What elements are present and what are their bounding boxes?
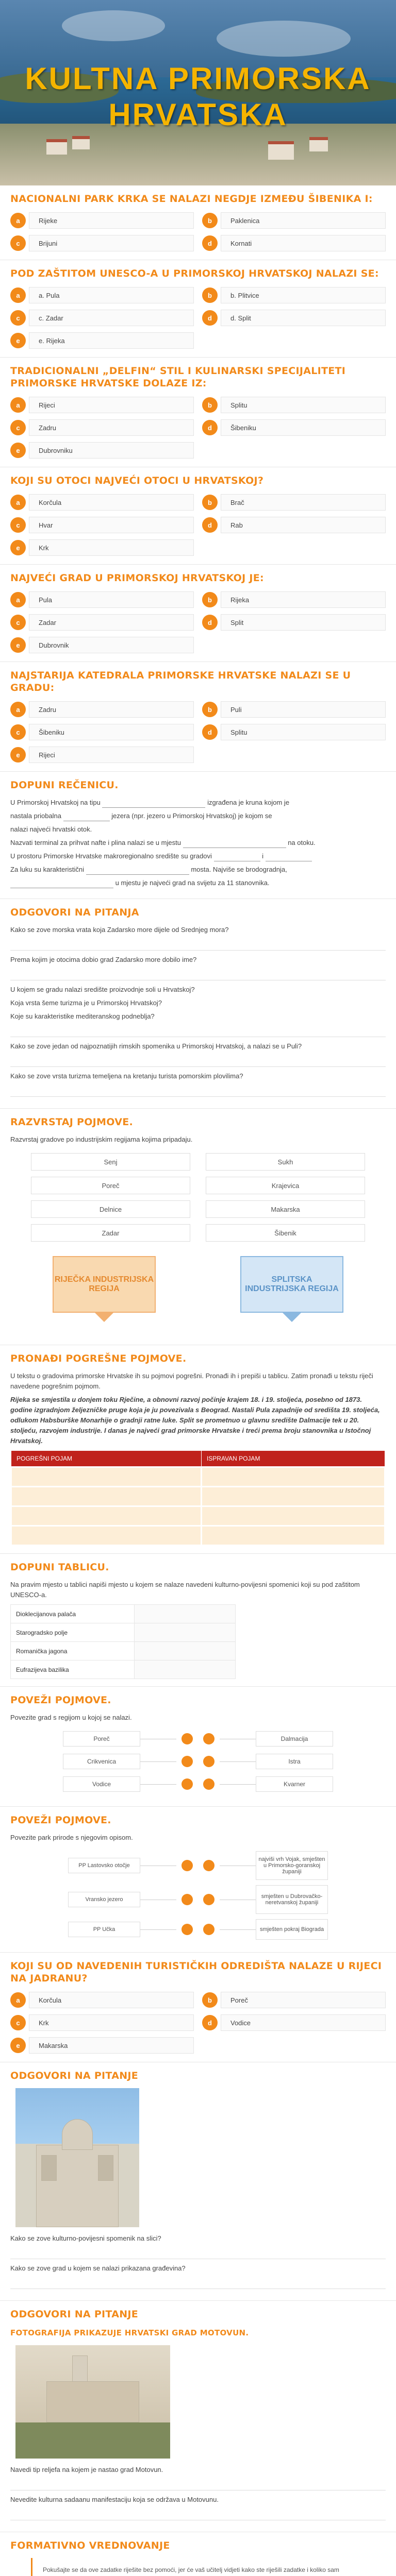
text: jezera (npr. jezero u Primorskoj Hrvatskoj) je kojom se [111, 812, 272, 820]
question-7 [0, 1953, 396, 2062]
text: nastala priobalna [10, 812, 62, 820]
option-a[interactable] [10, 493, 194, 512]
option-letter: a [10, 397, 26, 413]
drop-zone-rijecka[interactable] [53, 1256, 156, 1313]
option-label: Splitu [221, 397, 386, 413]
question-2 [0, 260, 396, 358]
option-c[interactable] [10, 418, 194, 437]
option-letter: c [10, 310, 26, 326]
option-letter: b [202, 702, 218, 717]
option-label: Šibeniku [29, 724, 194, 740]
assessment-note: Pokušajte se da ove zadatke riješite bez pomoći, jer će vaš učitelj vidjeti kako ste riješili zadatke i koliko sam [31, 2558, 365, 2576]
match-right-item: smješten pokraj Biograda [256, 1919, 328, 1940]
connector-dot[interactable] [182, 1860, 193, 1871]
answer-line[interactable] [10, 2508, 386, 2520]
match-row [10, 1851, 386, 1880]
question-title: NAJVEĆI GRAD U PRIMORSKOJ HRVATSKOJ JE: [10, 572, 264, 584]
blank-field[interactable] [10, 881, 113, 888]
option-d[interactable] [202, 516, 386, 534]
option-letter: a [10, 213, 26, 228]
answer-line[interactable] [10, 968, 386, 980]
section-title: DOPUNI TABLICU. [10, 1562, 109, 1573]
formative-assessment [0, 2532, 396, 2576]
text: izgrađena je kruna kojom je [207, 799, 290, 806]
connector-dot[interactable] [203, 1756, 214, 1767]
option-label: Zadru [29, 419, 194, 436]
option-e[interactable] [10, 441, 194, 460]
question-text: Kako se zove vrsta turizma temeljena na kretanju turista pomorskim plovilima? [10, 1072, 243, 1080]
option-letter: a [10, 592, 26, 607]
question-text: Prema kojim je otocima dobio grad Zadarsko more dobilo ime? [10, 956, 197, 963]
option-letter: e [10, 333, 26, 348]
monument-name: Starogradsko polje [11, 1623, 135, 1642]
option-label: Rijeci [29, 747, 194, 763]
match-terms-1 [0, 1687, 396, 1807]
option-e[interactable] [10, 745, 194, 764]
match-row [10, 1731, 386, 1747]
match-row [10, 1776, 386, 1792]
section-title: ODGOVORI NA PITANJA [10, 907, 139, 918]
option-label: d. Split [221, 310, 386, 326]
option-label: a. Pula [29, 287, 194, 303]
find-wrong-terms [0, 1345, 396, 1554]
section-title: ODGOVORI NA PITANJE [10, 2070, 139, 2081]
text: U Primorskoj Hrvatskoj na tipu [10, 799, 101, 806]
option-b[interactable] [202, 700, 386, 719]
option-letter: d [202, 310, 218, 326]
text: nalazi najveći hrvatski otok. [10, 825, 92, 833]
option-e[interactable] [10, 636, 194, 654]
option-letter: e [10, 540, 26, 555]
connector-dot[interactable] [182, 1756, 193, 1767]
drop-zone-splitska[interactable] [240, 1256, 343, 1313]
match-right-item: Istra [256, 1754, 333, 1769]
option-label: Brač [221, 494, 386, 511]
instruction: Povezite park prirode s njegovim opisom. [10, 1834, 133, 1841]
option-a[interactable] [10, 700, 194, 719]
option-b[interactable] [202, 211, 386, 230]
draggable-word[interactable]: Sukh [206, 1153, 365, 1171]
draggable-word[interactable]: Krajevica [206, 1177, 365, 1194]
table-cell[interactable] [201, 1526, 385, 1546]
photo-question-1 [0, 2062, 396, 2301]
question-6 [0, 662, 396, 772]
option-label: Rab [221, 517, 386, 533]
option-letter: b [202, 495, 218, 510]
text: u mjestu je najveći grad na svijetu za 11 stanovnika. [115, 879, 270, 887]
table-cell[interactable] [201, 1506, 385, 1526]
table-row [11, 1642, 236, 1660]
option-e[interactable] [10, 538, 194, 557]
option-label: Zadru [29, 701, 194, 718]
table-cell[interactable] [201, 1487, 385, 1506]
match-right-item: smješten u Dubrovačko-neretvanskoj županiji [256, 1885, 328, 1914]
answer-line[interactable] [10, 1055, 386, 1067]
option-label: Dubrovnik [29, 637, 194, 653]
option-b[interactable] [202, 493, 386, 512]
answer-cell[interactable] [134, 1623, 235, 1642]
answer-cell[interactable] [134, 1642, 235, 1660]
option-label: Split [221, 614, 386, 631]
draggable-word[interactable]: Poreč [31, 1177, 190, 1194]
match-row [10, 1885, 386, 1914]
option-label: Zadar [29, 614, 194, 631]
option-letter: c [10, 2015, 26, 2030]
hero-title-line2: HRVATSKA [108, 97, 288, 132]
option-letter: a [10, 1992, 26, 2008]
option-letter: d [202, 235, 218, 251]
option-letter: b [202, 592, 218, 607]
blank-field[interactable] [266, 854, 312, 861]
match-row [10, 1754, 386, 1769]
option-label: Brijuni [29, 235, 194, 251]
option-label: Korčula [29, 1992, 194, 2008]
instruction: Razvrstaj gradove po industrijskim regijama kojima pripadaju. [10, 1136, 193, 1143]
answer-line[interactable] [10, 2247, 386, 2259]
option-a[interactable] [10, 396, 194, 414]
option-a[interactable] [10, 211, 194, 230]
blank-field[interactable] [102, 801, 205, 808]
option-b[interactable] [202, 590, 386, 609]
option-letter: b [202, 213, 218, 228]
option-label: Rijeka [221, 591, 386, 608]
question-1 [0, 185, 396, 260]
connector-dot[interactable] [203, 1860, 214, 1871]
answer-line[interactable] [10, 2478, 386, 2490]
text: na otoku. [288, 839, 316, 846]
option-label: b. Plitvice [221, 287, 386, 303]
text: U prostoru Primorske Hrvatske makroregionalno središte su gradovi [10, 852, 212, 860]
question-title: NAJSTARIJA KATEDRALA PRIMORSKE HRVATSKE NALAZI SE U GRADU: [10, 670, 351, 693]
table-row [11, 1660, 236, 1679]
option-label: Pula [29, 591, 194, 608]
question-text: Nevedite kulturna sadaanu manifestaciju koja se održava u Motovunu. [10, 2496, 219, 2503]
answer-line[interactable] [10, 1084, 386, 1097]
match-left-item: Poreč [63, 1731, 140, 1747]
draggable-word[interactable]: Zadar [31, 1224, 190, 1242]
option-letter: e [10, 443, 26, 458]
question-text: Koja vrsta šeme turizma je u Primorskoj Hrvatskoj? [10, 999, 162, 1007]
option-label: Vodice [221, 2014, 386, 2031]
option-label: Splitu [221, 724, 386, 740]
option-label: Krk [29, 539, 194, 556]
section-title: DOPUNI REČENICU. [10, 779, 119, 791]
option-label: Puli [221, 701, 386, 718]
question-text: Navedi tip reljefa na kojem je nastao grad Motovun. [10, 2466, 163, 2473]
question-text: Kako se zove grad u kojem se nalazi prikazana građevina? [10, 2264, 186, 2272]
option-e[interactable] [10, 331, 194, 350]
blank-field[interactable] [214, 854, 260, 861]
hero-title-line1: KULTNA PRIMORSKA [25, 61, 371, 96]
cathedral-photo [15, 2088, 139, 2227]
connector-dot[interactable] [182, 1894, 193, 1905]
match-left-item: Crikvenica [63, 1754, 140, 1769]
open-questions [0, 899, 396, 1109]
question-title: POD ZAŠTITOM UNESCO-A U PRIMORSKOJ HRVATSKOJ NALAZI SE: [10, 268, 379, 279]
option-letter: a [10, 287, 26, 303]
sort-terms [0, 1109, 396, 1345]
column-header: ISPRAVAN POJAM [201, 1451, 385, 1467]
option-a[interactable] [10, 286, 194, 304]
option-label: e. Rijeka [29, 332, 194, 349]
section-title: POVEŽI POJMOVE. [10, 1815, 111, 1826]
connector-dot[interactable] [182, 1733, 193, 1744]
connector-dot[interactable] [203, 1924, 214, 1935]
table-cell[interactable] [11, 1467, 202, 1487]
option-label: Paklenica [221, 212, 386, 229]
option-letter: d [202, 724, 218, 740]
question-text: U kojem se gradu nalazi središte proizvodnje soli u Hrvatskoj? [10, 986, 195, 993]
question-text: Koje su karakteristike mediteranskog podneblja? [10, 1012, 155, 1020]
option-label: Rijeci [29, 397, 194, 413]
match-left-item: PP Učka [68, 1922, 140, 1937]
match-right-item: Dalmacija [256, 1731, 333, 1747]
drop-zone-label: RIJEČKA INDUSTRIJSKA REGIJA [54, 1275, 154, 1293]
source-text: Rijeka se smjestila u donjem toku Rječine, a obnovni razvoj počinje krajem 18. i 19. stoljeća, posebno od 1873. godine izgradnjom željezničke pruge koja je ju povezivala s Beograd. Nastali Pula zapadnije od središta 19. stoljeća, odlukom Habsburške Monarhije o gradnji ratne luke. Split se prometnuo u glavnu središte Dalmacije tek u 20. stoljeću, razvojem industrije. I danas je najveći grad primorske Hrvatske i treći prema broju stanovnika u Istočnoj Hrvatskoj. [10, 1396, 380, 1445]
draggable-word[interactable]: Senj [31, 1153, 190, 1171]
option-c[interactable] [10, 234, 194, 252]
fill-in-sentences [0, 772, 396, 899]
answer-line[interactable] [10, 1025, 386, 1037]
option-label: Dubrovniku [29, 442, 194, 459]
option-letter: e [10, 637, 26, 653]
text: Nazvati terminal za prihvat nafte i plina nalazi se u mjestu [10, 839, 181, 846]
match-left-item: PP Lastovsko otočje [68, 1858, 140, 1873]
drop-zone-label: SPLITSKA INDUSTRIJSKA REGIJA [245, 1275, 339, 1293]
match-right-item: najviši vrh Vojak, smješten u Primorsko-goranskoj županiji [256, 1851, 328, 1880]
option-a[interactable] [10, 590, 194, 609]
fill-table [0, 1554, 396, 1687]
option-b[interactable] [202, 286, 386, 304]
question-text: Kako se zove kulturno-povijesni spomenik na slici? [10, 2234, 161, 2242]
terms-table [10, 1450, 386, 1546]
option-letter: b [202, 397, 218, 413]
option-letter: c [10, 724, 26, 740]
draggable-word[interactable]: Delnice [31, 1200, 190, 1218]
option-d[interactable] [202, 613, 386, 632]
hero-title [0, 61, 396, 133]
section-title: ODGOVORI NA PITANJE [10, 2309, 139, 2320]
option-label: c. Zadar [29, 310, 194, 326]
option-letter: c [10, 615, 26, 630]
section-subtitle: FOTOGRAFIJA PRIKAZUJE HRVATSKI GRAD MOTOVUN. [10, 2328, 249, 2337]
option-b[interactable] [202, 396, 386, 414]
column-header: POGREŠNI POJAM [11, 1451, 202, 1467]
match-left-item: Vodice [63, 1776, 140, 1792]
option-label: Makarska [29, 2037, 194, 2054]
answer-cell[interactable] [134, 1660, 235, 1679]
option-label: Kornati [221, 235, 386, 251]
monument-name: Romanička jagona [11, 1642, 135, 1660]
connector-dot[interactable] [203, 1733, 214, 1744]
section-title: RAZVRSTAJ POJMOVE. [10, 1116, 134, 1128]
question-title: NACIONALNI PARK KRKA SE NALAZI NEGDJE IZMEĐU ŠIBENIKA I: [10, 193, 373, 205]
table-cell[interactable] [11, 1487, 202, 1506]
table-cell[interactable] [201, 1467, 385, 1487]
table-cell[interactable] [11, 1526, 202, 1546]
motovun-photo [15, 2345, 170, 2459]
option-letter: d [202, 517, 218, 533]
text: mosta. Najviše se brodogradnja, [191, 866, 287, 873]
option-letter: d [202, 2015, 218, 2030]
question-title: KOJI SU OD NAVEDENIH TURISTIČKIH ODREDIŠTA NALAZE U RIJECI NA JADRANU? [10, 1960, 382, 1984]
question-title: TRADICIONALNI „DELFIN“ STIL I KULINARSKI SPECIJALITETI PRIMORSKE HRVATSKE DOLAZE IZ: [10, 365, 346, 389]
instruction: Na pravim mjesto u tablici napiši mjesto u kojem se nalaze navedeni kulturno-povijesni spomenici koji su pod zaštitom UNESCO-a. [10, 1581, 360, 1599]
option-letter: b [202, 1992, 218, 2008]
match-left-item: Vransko jezero [68, 1892, 140, 1907]
option-c[interactable] [10, 613, 194, 632]
option-c[interactable] [10, 516, 194, 534]
question-title: KOJI SU OTOCI NAJVEĆI OTOCI U HRVATSKOJ? [10, 475, 264, 486]
option-d[interactable] [202, 723, 386, 741]
option-b[interactable] [202, 1991, 386, 2009]
option-letter: a [10, 495, 26, 510]
hero-image [0, 0, 396, 185]
option-a[interactable] [10, 1991, 194, 2009]
table-row [11, 1605, 236, 1623]
section-title: FORMATIVNO VREDNOVANJE [10, 2540, 170, 2551]
option-d[interactable] [202, 309, 386, 327]
option-c[interactable] [10, 723, 194, 741]
connector-dot[interactable] [182, 1924, 193, 1935]
word-bank [10, 1148, 386, 1247]
question-5 [0, 565, 396, 662]
instruction: Povezite grad s regijom u kojoj se nalazi. [10, 1714, 132, 1721]
option-d[interactable] [202, 418, 386, 437]
unesco-table [10, 1604, 236, 1679]
option-d[interactable] [202, 234, 386, 252]
option-letter: a [10, 702, 26, 717]
option-letter: b [202, 287, 218, 303]
option-letter: c [10, 517, 26, 533]
section-title: POVEŽI POJMOVE. [10, 1694, 111, 1706]
instruction: U tekstu o gradovima primorske Hrvatske ih su pojmovi pogrešni. Pronađi ih i prepiši u tablicu. Zatim pronađi u tekstu riječi navedene pogrešnim pojmom. [10, 1372, 373, 1390]
draggable-word[interactable]: Šibenik [206, 1224, 365, 1242]
option-label: Šibeniku [221, 419, 386, 436]
connector-dot[interactable] [203, 1894, 214, 1905]
blank-field[interactable] [183, 841, 286, 848]
option-d[interactable] [202, 2013, 386, 2032]
table-cell[interactable] [11, 1506, 202, 1526]
option-letter: c [10, 235, 26, 251]
option-label: Krk [29, 2014, 194, 2031]
text: i [262, 852, 264, 860]
match-terms-2 [0, 1807, 396, 1953]
option-label: Poreč [221, 1992, 386, 2008]
option-letter: d [202, 420, 218, 435]
monument-name: Eufrazijeva bazilika [11, 1660, 135, 1679]
section-title: PRONAĐI POGREŠNE POJMOVE. [10, 1353, 187, 1364]
text: Za luku su karakteristični [10, 866, 85, 873]
match-row [10, 1919, 386, 1940]
connector-dot[interactable] [182, 1778, 193, 1790]
answer-cell[interactable] [134, 1605, 235, 1623]
option-letter: e [10, 2038, 26, 2053]
question-text: Kako se zove morska vrata koja Zadarsko more dijele od Srednjeg mora? [10, 926, 229, 934]
draggable-word[interactable]: Makarska [206, 1200, 365, 1218]
option-e[interactable] [10, 2036, 194, 2055]
option-label: Hvar [29, 517, 194, 533]
question-4 [0, 467, 396, 565]
option-letter: e [10, 747, 26, 762]
answer-line[interactable] [10, 2277, 386, 2289]
option-label: Rijeke [29, 212, 194, 229]
blank-field[interactable] [63, 814, 110, 821]
option-c[interactable] [10, 309, 194, 327]
table-row [11, 1623, 236, 1642]
match-right-item: Kvarner [256, 1776, 333, 1792]
question-3 [0, 358, 396, 467]
option-c[interactable] [10, 2013, 194, 2032]
option-letter: c [10, 420, 26, 435]
photo-question-2 [0, 2301, 396, 2532]
option-letter: d [202, 615, 218, 630]
monument-name: Dioklecijanova palača [11, 1605, 135, 1623]
question-text: Kako se zove jedan od najpoznatijih rimskih spomenika u Primorskoj Hrvatskoj, a nalazi se u Puli? [10, 1042, 302, 1050]
blank-field[interactable] [86, 868, 189, 875]
answer-line[interactable] [10, 938, 386, 951]
connector-dot[interactable] [203, 1778, 214, 1790]
option-label: Korčula [29, 494, 194, 511]
